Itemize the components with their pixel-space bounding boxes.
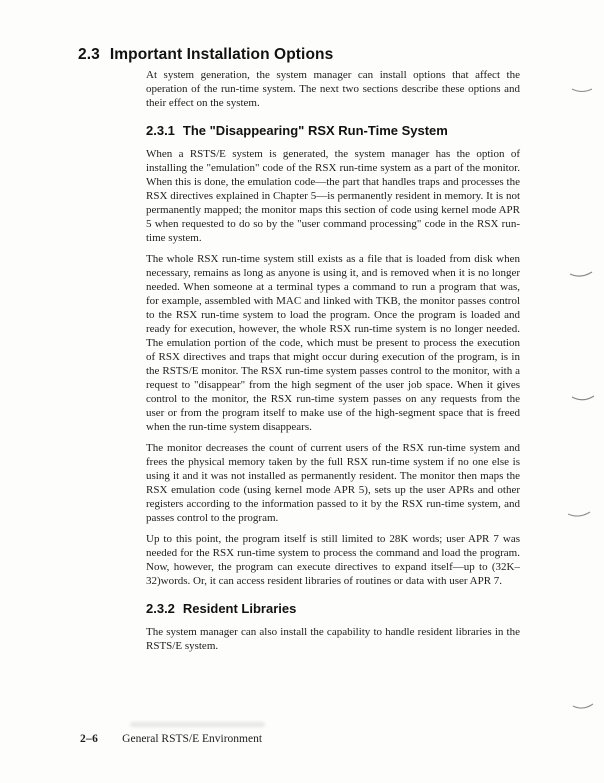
intro-paragraph: At system generation, the system manager can install options that affect the operation of the run-time system. The next two sections describe these options and their effect on the system. — [146, 69, 520, 109]
subsection-title: The "Disappearing" RSX Run-Time System — [182, 123, 448, 138]
subsection-number: 2.3.1 — [146, 123, 175, 138]
paragraph: When a RSTS/E system is generated, the system manager has the option of installing the "emulation" code of the RSX run-time system as a part of the monitor. When this is done, the emulation code—the part that handles traps and processes the RSX directives explained in Chapter 5—is permanently resident in memory. It is not permanently mapped; the monitor maps this section of code using kernel mode APR 5 when requested to do so by the "user command processing" code in the RSX run-time system. — [146, 148, 520, 244]
scan-mark — [570, 86, 594, 96]
scan-smudge — [130, 722, 265, 727]
scan-mark — [571, 702, 595, 712]
paragraph: The whole RSX run-time system still exists as a file that is loaded from disk when necessary, remains as long as anyone is using it, and is removed when it is no longer needed. When someone at a terminal types a command to run a program that was, for example, assembled with MAC and linked with TKB, the monitor passes control to the RSX run-time system to load the program. Once the program is loaded and ready for execution, however, the whole RSX run-time system is no longer needed. The emulation portion of the code, which must be present to process the execution of RSX directives and traps that might occur during execution of the program, is in the RSTS/E monitor. The RSX run-time system passes control to the monitor, with a request to "disappear" from the high segment of the user job space. When it gives control to the monitor, the RSX run-time system passes on any requests from the user or from the program itself to make use of the high-segment space that is freed when the run-time system disappears. — [146, 253, 520, 433]
scan-mark — [568, 270, 594, 280]
body-column — [146, 68, 520, 660]
footer-section-title: General RSTS/E Environment — [122, 733, 263, 745]
paragraph: The system manager can also install the capability to handle resident libraries in the RSTS/E system. — [146, 626, 520, 652]
subsection-number: 2.3.2 — [146, 601, 175, 616]
paragraph: Up to this point, the program itself is still limited to 28K words; user APR 7 was needed for the RSX run-time system to process the command and load the program. Now, however, the program can execute directives to expand itself—up to (32K–32)words. Or, it can access resident libraries of routines or data with user APR 7. — [146, 533, 520, 587]
section-title: Important Installation Options — [109, 46, 334, 63]
page-footer — [80, 733, 262, 745]
section-number: 2.3 — [78, 46, 100, 63]
subsection-heading-resident-libraries — [146, 601, 520, 616]
scan-mark — [566, 510, 592, 520]
subsection-title: Resident Libraries — [182, 601, 297, 616]
page-number: 2–6 — [80, 733, 99, 745]
section-heading — [78, 46, 333, 64]
scan-mark — [570, 393, 596, 404]
paragraph: The monitor decreases the count of current users of the RSX run-time system and frees the physical memory taken by the full RSX run-time system if no one else is using it and it was not installed as permanently resident. The monitor then maps the RSX emulation code (using kernel mode APR 5), sets up the user APRs and other registers according to the information passed to it by the RSX run-time system, and passes control to the program. — [146, 442, 520, 524]
subsection-heading-disappearing-rsx — [146, 123, 520, 138]
